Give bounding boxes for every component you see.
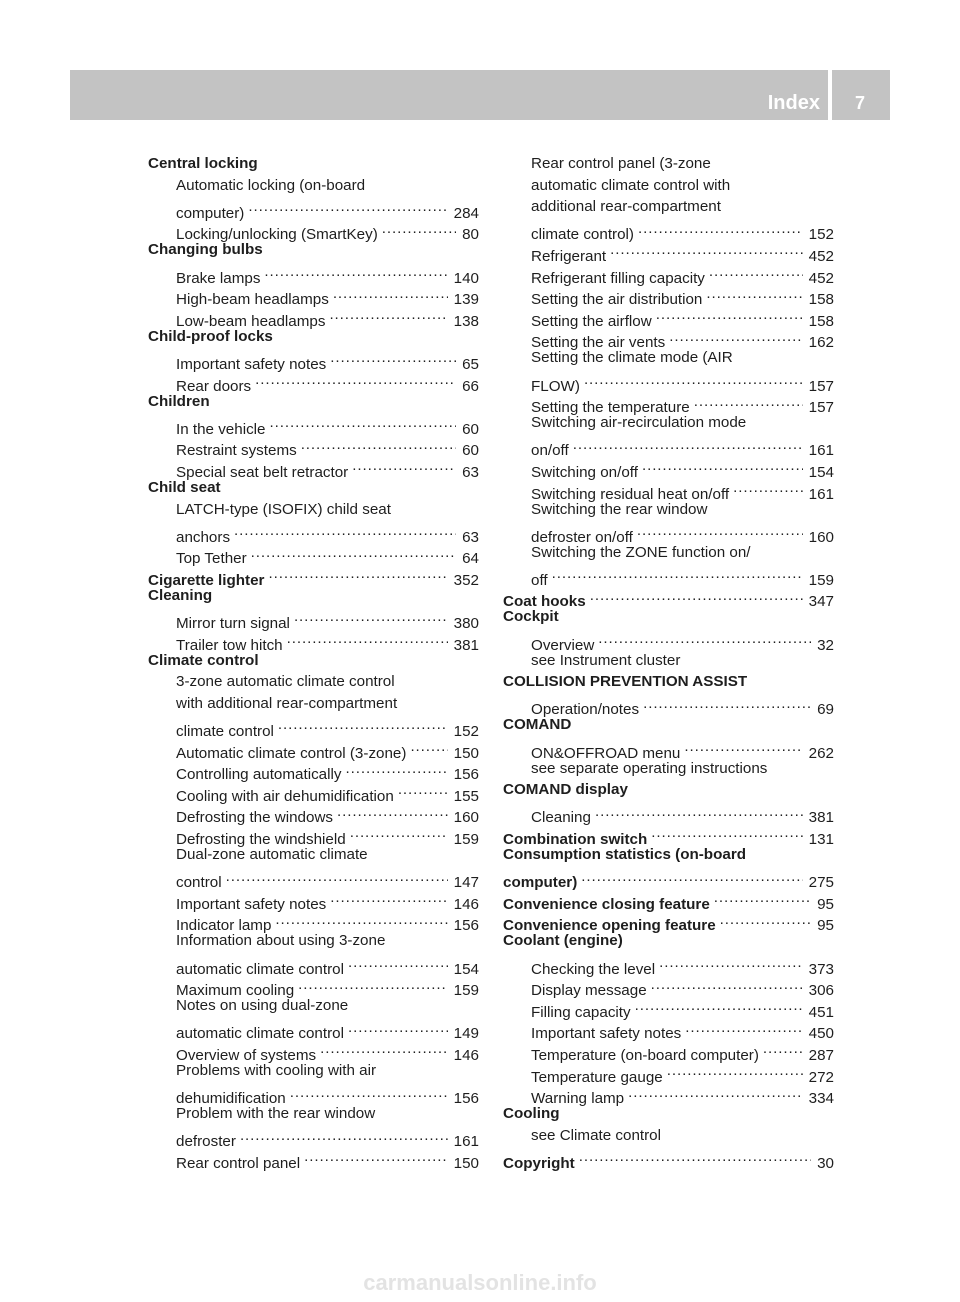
dot-leader: [651, 822, 802, 844]
dot-leader: [329, 304, 447, 326]
entry-page-number: 154: [453, 960, 479, 978]
index-entry: [503, 369, 834, 395]
entry-page-number: 161: [808, 442, 834, 460]
dot-leader: [264, 261, 447, 283]
dot-leader: [248, 196, 447, 218]
entry-text: defroster: [176, 1133, 236, 1151]
entry-text: Information about using 3-zone: [176, 932, 386, 950]
index-column-right: [503, 153, 834, 1172]
entry-text: automatic climate control: [176, 960, 344, 978]
entry-page-number: 146: [453, 895, 479, 913]
page-number: 7: [854, 93, 865, 113]
entry-page-number: 60: [462, 420, 479, 438]
entry-page-number: 139: [453, 291, 479, 309]
entry-text: computer): [176, 204, 245, 222]
entry-text: LATCH-type (ISOFIX) child seat: [176, 500, 391, 518]
entry-page-number: 334: [808, 1090, 834, 1108]
dot-leader: [667, 1060, 803, 1082]
dot-leader: [240, 1125, 448, 1147]
entry-page-number: 284: [453, 204, 479, 222]
entry-text: Switching the rear window: [531, 500, 708, 518]
entry-text: Overview of systems: [176, 1046, 317, 1064]
index-column-left: [148, 153, 479, 1172]
index-entry: [503, 758, 834, 780]
dot-leader: [706, 283, 802, 305]
entry-text: see separate operating instructions: [531, 759, 768, 777]
index-entry: [503, 499, 834, 521]
entry-page-number: 159: [453, 982, 479, 1000]
entry-text: Automatic locking (on-board: [176, 176, 366, 194]
entry-page-number: 155: [453, 787, 479, 805]
entry-page-number: 64: [462, 550, 479, 568]
index-entry: [148, 995, 479, 1017]
dot-leader: [352, 455, 456, 477]
entry-page-number: 159: [453, 831, 479, 848]
dot-leader: [656, 304, 803, 326]
entry-page-number: 160: [453, 809, 479, 827]
entry-page-number: 149: [453, 1025, 479, 1043]
entry-text: Notes on using dual-zone: [176, 997, 349, 1015]
entry-page-number: 306: [808, 982, 834, 1000]
index-entry: [148, 412, 479, 438]
index-entry: [148, 1125, 479, 1151]
entry-page-number: 162: [808, 334, 834, 352]
entry-page-number: 158: [808, 291, 834, 309]
entry-text: Display message: [531, 982, 647, 1000]
dot-leader: [278, 714, 448, 736]
index-entry: [503, 520, 834, 546]
entry-text: Operation/notes: [531, 701, 640, 719]
index-entry: [148, 347, 479, 373]
index-entry: [503, 650, 834, 672]
entry-text: COMAND display: [503, 781, 628, 799]
entry-text: COLLISION PREVENTION ASSIST: [503, 673, 748, 691]
dot-leader: [637, 520, 803, 542]
dot-leader: [275, 909, 447, 931]
entry-page-number: 275: [808, 874, 834, 892]
entry-text: Child-proof locks: [148, 327, 273, 345]
entry-text: Cooling: [503, 1105, 560, 1123]
entry-text: FLOW): [531, 377, 580, 395]
dot-leader: [234, 520, 456, 542]
entry-text: Checking the level: [531, 960, 656, 978]
dot-leader: [301, 434, 456, 456]
index-heading: [503, 671, 834, 693]
index-entry: [148, 1082, 479, 1108]
entry-text: Important safety notes: [176, 895, 327, 913]
index-entry: [148, 671, 479, 693]
dot-leader: [255, 369, 456, 391]
dot-leader: [251, 542, 456, 564]
entry-page-number: 63: [462, 463, 479, 481]
entry-text: off: [531, 571, 548, 589]
index-entry: [503, 563, 834, 589]
dot-leader: [733, 477, 803, 499]
index-entry: [503, 693, 834, 719]
dot-leader: [287, 628, 448, 650]
entry-text: Temperature gauge: [531, 1068, 663, 1086]
entry-text: Climate control: [148, 651, 259, 669]
index-heading: [148, 153, 479, 175]
dot-leader: [294, 606, 448, 628]
index-entry: [148, 1017, 479, 1043]
entry-text: Rear doors: [176, 377, 252, 395]
entry-text: Low-beam headlamps: [176, 312, 326, 330]
entry-text: Rear control panel: [176, 1154, 301, 1172]
entry-text: Central locking: [148, 155, 258, 172]
entry-page-number: 373: [808, 960, 834, 978]
header-bar: [70, 70, 890, 120]
dot-leader: [350, 822, 448, 844]
entry-page-number: 156: [453, 766, 479, 784]
dot-leader: [298, 974, 447, 996]
entry-text: ON&OFFROAD menu: [531, 744, 681, 762]
entry-text: see Climate control: [531, 1126, 661, 1144]
watermark: carmanualsonline.info: [363, 1270, 597, 1295]
dot-leader: [226, 866, 448, 888]
entry-text: computer): [503, 874, 578, 892]
index-entry: [503, 175, 834, 197]
dot-leader: [694, 391, 803, 413]
dot-leader: [642, 455, 803, 477]
dot-leader: [684, 736, 802, 758]
dot-leader: [635, 995, 803, 1017]
entry-page-number: 158: [808, 312, 834, 330]
entry-text: Switching air-recirculation mode: [531, 414, 747, 432]
entry-page-number: 69: [817, 701, 834, 719]
entry-text: Coat hooks: [503, 593, 586, 611]
dot-leader: [714, 887, 811, 909]
index-entry: [503, 412, 834, 434]
entry-text: Temperature (on-board computer): [531, 1046, 759, 1064]
dot-leader: [595, 801, 803, 823]
entry-text: Setting the climate mode (AIR: [531, 349, 733, 367]
dot-leader: [584, 369, 803, 391]
entry-text: Restraint systems: [176, 442, 297, 460]
dot-leader: [669, 326, 802, 348]
entry-page-number: 150: [453, 1154, 479, 1172]
dot-leader: [330, 347, 456, 369]
index-entry: [503, 736, 834, 762]
entry-text: 3-zone automatic climate control: [176, 673, 395, 691]
entry-text: Cooling with air dehumidification: [176, 787, 394, 805]
dot-leader: [552, 563, 803, 585]
entry-text: Overview: [531, 636, 595, 654]
entry-page-number: 262: [808, 744, 834, 762]
dot-leader: [720, 909, 811, 931]
index-entry: [503, 801, 834, 827]
entry-text: Combination switch: [503, 831, 648, 848]
entry-text: Warning lamp: [531, 1090, 625, 1108]
entry-page-number: 452: [808, 269, 834, 287]
dot-leader: [410, 736, 447, 758]
entry-text: Indicator lamp: [176, 917, 272, 935]
dot-leader: [345, 758, 447, 780]
section-title: Index: [767, 92, 820, 114]
entry-page-number: 147: [453, 874, 479, 892]
entry-text: Brake lamps: [176, 269, 261, 287]
entry-text: Switching residual heat on/off: [531, 485, 730, 503]
entry-text: Mirror turn signal: [176, 615, 290, 633]
dot-leader: [651, 974, 803, 996]
entry-text: Defrosting the windows: [176, 809, 334, 827]
entry-text: Dual-zone automatic climate: [176, 846, 368, 863]
entry-text: Setting the air vents: [531, 334, 666, 352]
entry-page-number: 95: [817, 917, 834, 935]
dot-leader: [638, 218, 803, 240]
index-entry: [503, 196, 834, 218]
index-entry: [148, 499, 479, 521]
entry-page-number: 157: [808, 399, 834, 417]
entry-page-number: 95: [817, 895, 834, 913]
dot-leader: [610, 239, 803, 261]
dot-leader: [290, 1082, 448, 1104]
entry-page-number: 381: [453, 636, 479, 654]
index-entry: [503, 434, 834, 460]
entry-page-number: 131: [808, 831, 834, 848]
entry-text: Cockpit: [503, 608, 559, 626]
entry-text: Top Tether: [176, 550, 247, 568]
entry-page-number: 140: [453, 269, 479, 287]
index-entry: [503, 952, 834, 978]
entry-text: Consumption statistics (on-board: [503, 846, 746, 863]
entry-page-number: 352: [453, 571, 479, 589]
entry-text: Important safety notes: [176, 355, 327, 373]
dot-leader: [598, 628, 811, 650]
entry-page-number: 272: [808, 1068, 834, 1086]
dot-leader: [320, 1038, 448, 1060]
index-heading: [503, 714, 834, 736]
entry-page-number: 160: [808, 528, 834, 546]
dot-leader: [270, 412, 457, 434]
entry-text: Changing bulbs: [148, 241, 263, 259]
entry-page-number: 450: [808, 1025, 834, 1043]
index-entry: [148, 606, 479, 633]
entry-text: additional rear-compartment: [531, 198, 721, 216]
index-heading: [148, 585, 479, 607]
entry-text: control: [176, 874, 222, 892]
entry-page-number: 381: [808, 809, 834, 827]
entry-text: on/off: [531, 442, 569, 460]
index-heading: [148, 650, 479, 672]
entry-page-number: 347: [808, 593, 834, 611]
dot-leader: [348, 952, 448, 974]
index-entry: [148, 1103, 479, 1125]
entry-page-number: 60: [462, 442, 479, 460]
dot-leader: [398, 779, 448, 801]
entry-text: Cleaning: [531, 809, 591, 827]
entry-text: COMAND: [503, 716, 572, 734]
entry-text: anchors: [176, 528, 231, 546]
entry-text: Problems with cooling with air: [176, 1061, 377, 1079]
entry-text: Cleaning: [148, 586, 213, 604]
entry-text: Rear control panel (3-zone: [531, 155, 711, 172]
entry-text: Automatic climate control (3-zone): [176, 744, 407, 762]
dot-leader: [579, 1146, 811, 1168]
dot-leader: [659, 952, 803, 974]
entry-page-number: 32: [817, 636, 834, 654]
index-heading: [503, 606, 834, 628]
entry-page-number: 63: [462, 528, 479, 546]
entry-text: Switching the ZONE function on/: [531, 543, 751, 561]
entry-page-number: 157: [808, 377, 834, 395]
entry-page-number: 154: [808, 463, 834, 481]
entry-text: Trailer tow hitch: [176, 636, 283, 654]
index-heading: [503, 585, 834, 611]
entry-text: Problem with the rear window: [176, 1105, 376, 1123]
index-entry: [503, 1125, 834, 1147]
index-entry: [148, 930, 479, 952]
dot-leader: [628, 1082, 803, 1104]
entry-text: Coolant (engine): [503, 932, 623, 950]
dot-leader: [590, 585, 803, 607]
index-entry: [148, 693, 479, 715]
index-entry: [148, 866, 479, 892]
index-heading: [503, 1146, 834, 1172]
index-heading: [503, 1103, 834, 1125]
dot-leader: [709, 261, 803, 283]
entry-page-number: 156: [453, 917, 479, 935]
entry-page-number: 30: [817, 1154, 834, 1172]
entry-text: Convenience closing feature: [503, 895, 710, 913]
entry-text: Setting the temperature: [531, 399, 690, 417]
dot-leader: [337, 801, 448, 823]
index-entry: [148, 1060, 479, 1082]
entry-text: Switching on/off: [531, 463, 638, 481]
entry-text: Filling capacity: [531, 1003, 631, 1021]
entry-text: Convenience opening feature: [503, 917, 716, 935]
entry-page-number: 138: [453, 312, 479, 330]
entry-text: Setting the airflow: [531, 312, 652, 330]
dot-leader: [268, 563, 447, 585]
entry-text: Special seat belt retractor: [176, 463, 349, 481]
entry-page-number: 80: [462, 226, 479, 244]
entry-text: High-beam headlamps: [176, 291, 329, 309]
dot-leader: [573, 434, 803, 456]
entry-page-number: 65: [462, 355, 479, 373]
entry-text: dehumidification: [176, 1090, 286, 1108]
entry-text: Children: [148, 392, 210, 410]
entry-page-number: 161: [453, 1133, 479, 1151]
entry-text: climate control): [531, 226, 634, 244]
entry-page-number: 150: [453, 744, 479, 762]
index-entry: [148, 261, 479, 287]
entry-text: Setting the air distribution: [531, 291, 703, 309]
entry-text: automatic climate control: [176, 1025, 344, 1043]
dot-leader: [581, 866, 802, 888]
entry-page-number: 452: [808, 247, 834, 265]
index-entry: [148, 952, 479, 978]
entry-text: In the vehicle: [176, 420, 266, 438]
index-heading: [148, 391, 479, 413]
dot-leader: [304, 1146, 448, 1168]
index-heading: [503, 779, 834, 801]
entry-text: with additional rear-compartment: [176, 694, 398, 712]
entry-text: automatic climate control with: [531, 176, 731, 194]
dot-leader: [333, 283, 448, 305]
index-entry: [503, 218, 834, 244]
entry-page-number: 451: [808, 1003, 834, 1021]
entry-text: Refrigerant: [531, 247, 607, 265]
index-entry: [503, 542, 834, 564]
index-entry: [503, 153, 834, 175]
entry-page-number: 152: [453, 723, 479, 741]
dot-leader: [643, 693, 811, 715]
dot-leader: [763, 1038, 803, 1060]
entry-page-number: 146: [453, 1046, 479, 1064]
entry-page-number: 287: [808, 1046, 834, 1064]
entry-text: Defrosting the windshield: [176, 831, 346, 848]
dot-leader: [348, 1017, 448, 1039]
entry-text: see Instrument cluster: [531, 651, 681, 669]
entry-text: Controlling automatically: [176, 766, 342, 784]
entry-page-number: 380: [453, 615, 479, 633]
entry-text: Child seat: [148, 478, 221, 496]
entry-page-number: 66: [462, 377, 479, 395]
index-entry: [148, 714, 479, 741]
entry-text: defroster on/off: [531, 528, 633, 546]
dot-leader: [685, 1017, 802, 1039]
index-heading: [503, 866, 834, 892]
index-entry: [148, 175, 479, 197]
entry-page-number: 152: [808, 226, 834, 244]
index-entry: [148, 844, 479, 866]
entry-text: Copyright: [503, 1154, 575, 1172]
entry-text: Cigarette lighter: [148, 571, 265, 589]
index-heading: [503, 844, 834, 866]
entry-text: Locking/unlocking (SmartKey): [176, 226, 378, 244]
dot-leader: [330, 887, 447, 909]
entry-page-number: 161: [808, 485, 834, 503]
entry-page-number: 159: [808, 571, 834, 589]
dot-leader: [382, 218, 456, 240]
entry-text: Refrigerant filling capacity: [531, 269, 705, 287]
header-divider: [828, 70, 832, 120]
index-entry: [503, 628, 834, 654]
index-entry: [503, 347, 834, 369]
entry-page-number: 156: [453, 1090, 479, 1108]
index-entry: [148, 520, 479, 546]
entry-text: climate control: [176, 723, 274, 741]
index-entry: [148, 196, 479, 222]
entry-text: Maximum cooling: [176, 982, 295, 1000]
entry-text: Important safety notes: [531, 1025, 682, 1043]
